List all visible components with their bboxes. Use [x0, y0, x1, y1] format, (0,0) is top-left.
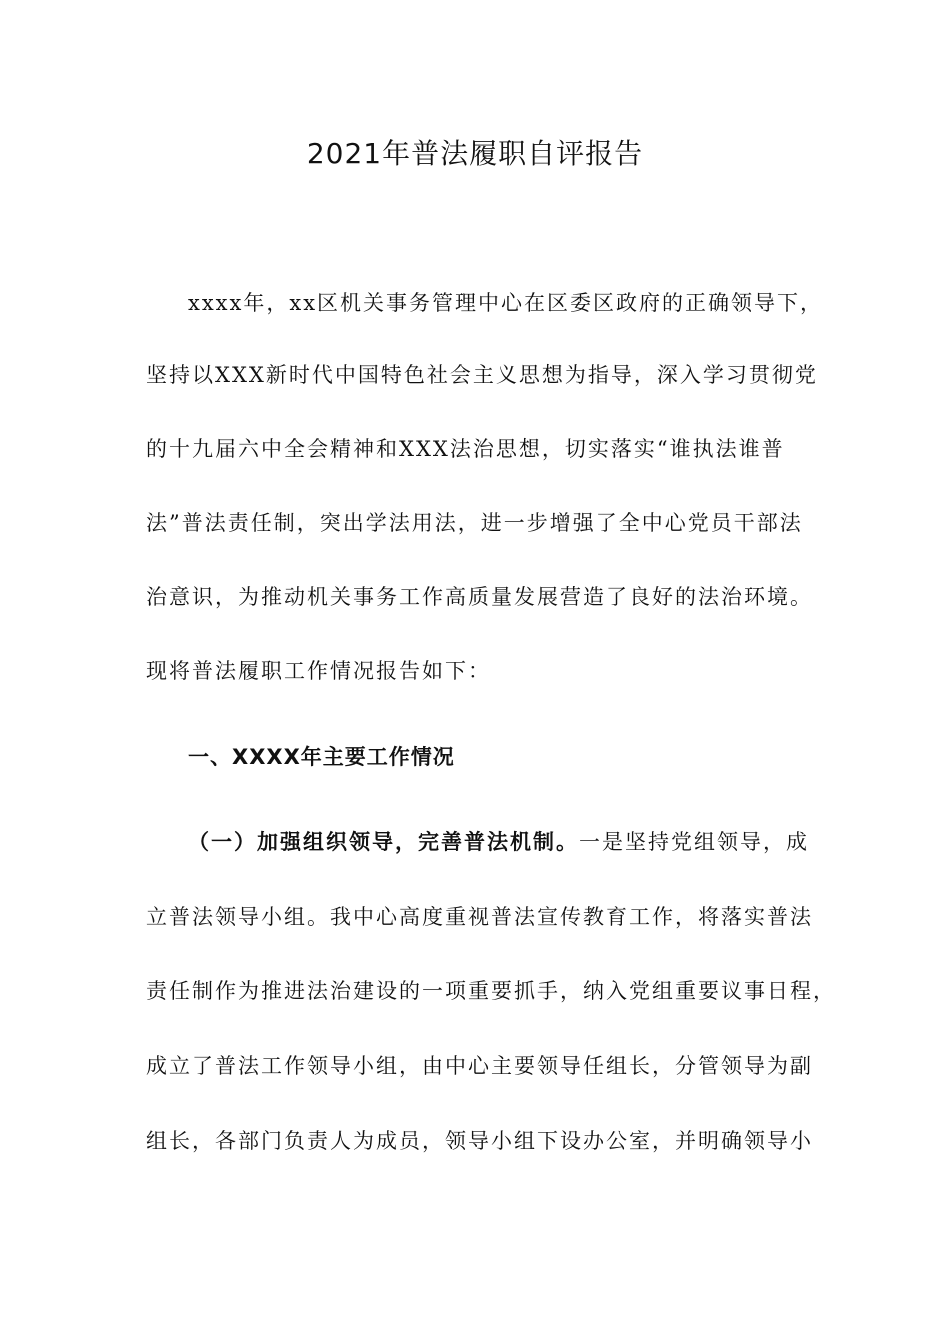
- subsection-first-line: [188, 827, 848, 857]
- subsection-first-line-text: 一是坚持党组领导，成: [579, 830, 809, 854]
- paragraph-line: 的十九届六中全会精神和XXX法治思想，切实落实“谁执法谁普: [146, 437, 785, 461]
- paragraph-line: 坚持以XXX新时代中国特色社会主义思想为指导，深入学习贯彻党: [146, 363, 818, 387]
- subsection-heading: （一）加强组织领导，完善普法机制。: [188, 829, 579, 854]
- paragraph-line: 治意识，为推动机关事务工作高质量发展营造了良好的法治环境。: [146, 585, 813, 609]
- paragraph-line: 现将普法履职工作情况报告如下：: [146, 659, 491, 683]
- paragraph-line: 成立了普法工作领导小组，由中心主要领导任组长，分管领导为副: [146, 1054, 813, 1078]
- document-title: 2021年普法履职自评报告: [306, 137, 644, 170]
- paragraph-line: 责任制作为推进法治建设的一项重要抓手，纳入党组重要议事日程，: [146, 979, 836, 1003]
- paragraph-line: 组长，各部门负责人为成员，领导小组下设办公室，并明确领导小: [146, 1129, 813, 1153]
- paragraph-line: 立普法领导小组。我中心高度重视普法宣传教育工作，将落实普法: [146, 905, 813, 929]
- paragraph-line: 法”普法责任制，突出学法用法，进一步增强了全中心党员干部法: [146, 511, 803, 535]
- section-heading: 一、XXXX年主要工作情况: [188, 745, 455, 769]
- paragraph-line: xxxx年，xx区机关事务管理中心在区委区政府的正确领导下，: [188, 291, 824, 315]
